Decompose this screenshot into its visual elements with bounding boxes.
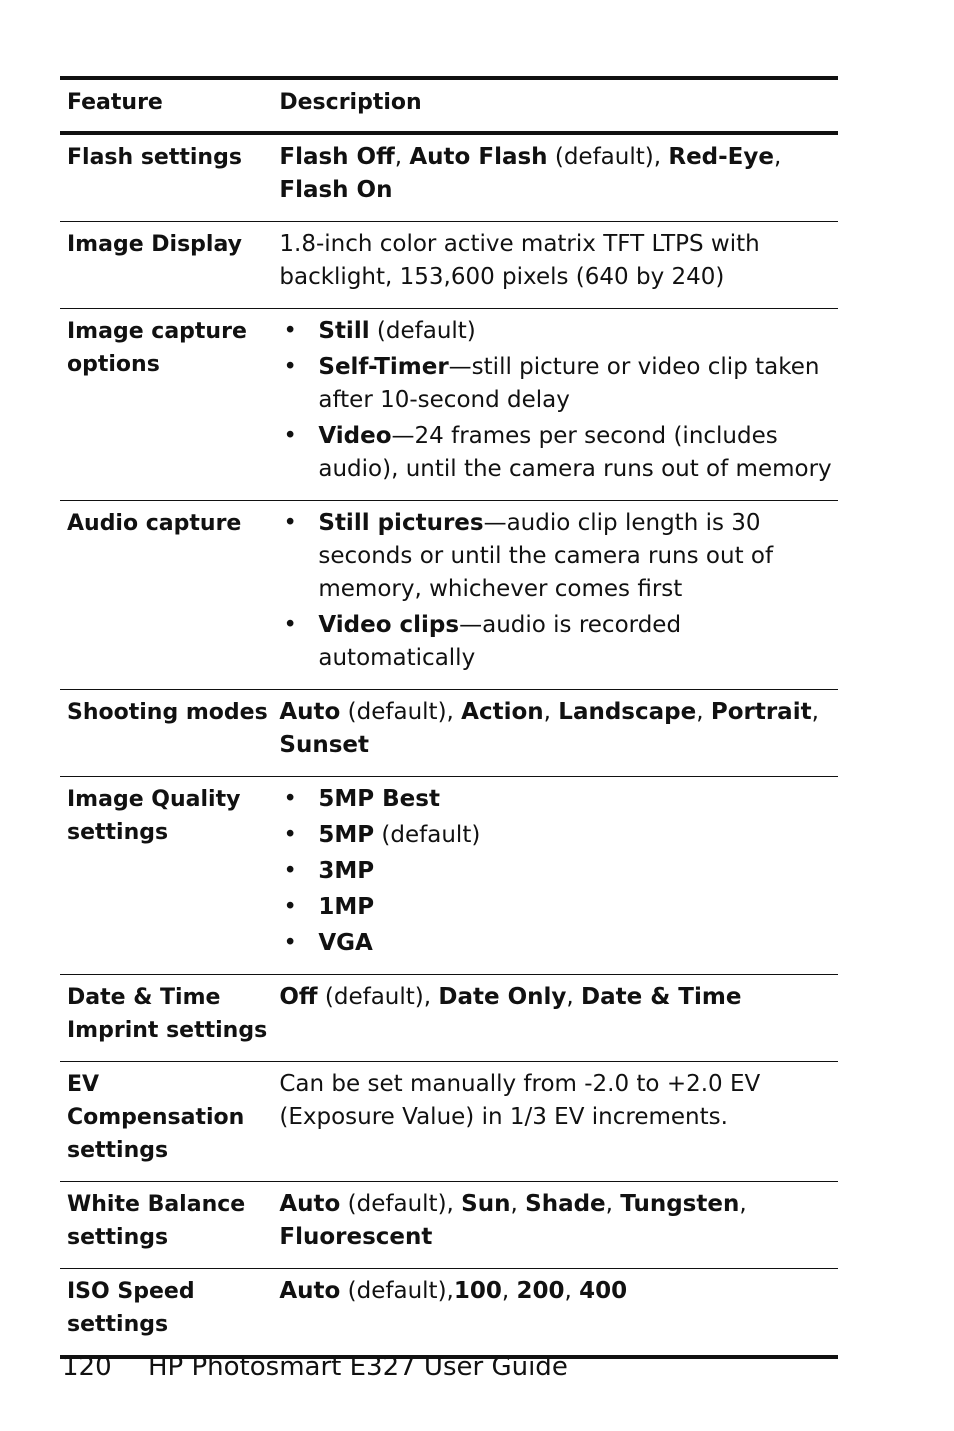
bold-term: Flash On <box>279 177 393 203</box>
text-segment: , <box>543 699 559 725</box>
bold-term: Date Only <box>438 984 567 1010</box>
bold-term: Still <box>318 318 370 344</box>
bold-term: Landscape <box>558 699 697 725</box>
table-row <box>60 222 838 309</box>
feature-cell: Image capture options <box>60 309 279 501</box>
bold-term: Self-Timer <box>318 354 449 380</box>
text-segment: , <box>739 1191 747 1217</box>
feature-cell: Shooting modes <box>60 690 279 777</box>
feature-cell: Image Quality settings <box>60 777 279 975</box>
text-segment: , <box>605 1191 621 1217</box>
description-cell <box>279 690 838 777</box>
bold-term: Video <box>318 423 392 449</box>
table-row <box>60 975 838 1062</box>
bold-term: 200 <box>516 1278 565 1304</box>
feature-cell: White Balance settings <box>60 1182 279 1269</box>
list-item <box>279 420 838 486</box>
bold-term: Flash Off <box>279 144 395 170</box>
text-segment: —still picture or video clip taken after 10-second delay <box>318 354 820 413</box>
header-feature: Feature <box>60 78 279 133</box>
table-header <box>60 78 838 133</box>
bullet-list <box>279 783 838 960</box>
bold-term: 5MP Best <box>318 786 440 812</box>
list-item <box>279 315 838 348</box>
bold-term: Auto <box>279 1191 341 1217</box>
text-segment: —audio is recorded automatically <box>318 612 682 671</box>
bold-term: Shade <box>525 1191 606 1217</box>
list-item <box>279 507 838 606</box>
feature-cell: Flash settings <box>60 133 279 222</box>
bold-term: 100 <box>453 1278 502 1304</box>
table-row <box>60 133 838 222</box>
table-row <box>60 1269 838 1358</box>
feature-cell: Image Display <box>60 222 279 309</box>
feature-cell: ISO Speed settings <box>67 1279 195 1337</box>
text-segment: (default) <box>369 318 476 344</box>
feature-cell: EV Compensation settings <box>60 1062 279 1182</box>
text-segment: , <box>394 144 410 170</box>
text-segment: , <box>773 144 782 170</box>
table-body <box>60 133 838 1357</box>
list-item <box>279 855 838 888</box>
bold-term: Sun <box>461 1191 511 1217</box>
feature-cell: Audio capture <box>60 501 279 690</box>
text-segment: , <box>566 984 582 1010</box>
spec-table <box>60 76 838 1359</box>
bold-term: Fluorescent <box>279 1224 433 1250</box>
description-text <box>279 696 838 762</box>
bold-term: Portrait <box>710 699 812 725</box>
bold-term: Off <box>279 984 318 1010</box>
page-footer <box>62 1352 568 1382</box>
bold-term: Red-Eye <box>668 144 774 170</box>
bold-term: Sunset <box>279 732 369 758</box>
bold-term: Auto <box>279 699 341 725</box>
list-item <box>279 609 838 675</box>
bold-term: Date & Time <box>581 984 742 1010</box>
header-description: Description <box>279 78 838 133</box>
bold-term: 400 <box>579 1278 628 1304</box>
description-text <box>279 228 838 294</box>
list-item <box>279 927 838 960</box>
text-segment: Can be set manually from -2.0 to +2.0 EV (Exposure Value) in 1/3 EV increments. <box>279 1071 761 1130</box>
text-segment: 1.8-inch color active matrix TFT LTPS with backlight, 153,600 pixels (640 by 240) <box>279 231 760 290</box>
description-cell <box>279 1182 838 1269</box>
table-row <box>60 309 838 501</box>
text-segment: (default), <box>340 1191 462 1217</box>
description-cell <box>279 1269 838 1358</box>
description-text <box>279 141 838 207</box>
bold-term: Auto Flash <box>409 144 548 170</box>
text-segment: (default), <box>340 1278 454 1304</box>
text-segment: (default), <box>340 699 462 725</box>
text-segment: (default) <box>374 822 481 848</box>
table-row <box>60 1062 838 1182</box>
text-segment: , <box>696 699 711 725</box>
guide-title: HP Photosmart E327 User Guide <box>148 1352 568 1382</box>
bullet-list <box>279 315 838 486</box>
bold-term: Tungsten <box>620 1191 740 1217</box>
table-row <box>60 777 838 975</box>
description-cell <box>279 133 838 222</box>
list-item <box>279 783 838 816</box>
description-cell <box>279 309 838 501</box>
list-item <box>279 819 838 852</box>
description-text <box>279 1275 838 1308</box>
text-segment: (default), <box>547 144 669 170</box>
description-text <box>279 1068 838 1134</box>
description-cell <box>279 975 838 1062</box>
list-item <box>279 891 838 924</box>
description-text <box>279 1188 838 1254</box>
description-cell <box>279 222 838 309</box>
text-segment: , <box>811 699 819 725</box>
header-row <box>60 78 838 133</box>
page-number: 120 <box>62 1352 112 1382</box>
bold-term: 3MP <box>318 858 375 884</box>
text-segment: , <box>501 1278 517 1304</box>
text-segment: (default), <box>317 984 439 1010</box>
list-item <box>279 351 838 417</box>
table-row <box>60 690 838 777</box>
description-text <box>279 981 838 1014</box>
bold-term: 1MP <box>318 894 375 920</box>
text-segment: , <box>564 1278 580 1304</box>
bullet-list <box>279 507 838 675</box>
description-cell <box>279 1062 838 1182</box>
text-segment: —24 frames per second (includes audio), until the camera runs out of memory <box>318 423 832 482</box>
feature-cell: Date & Time Imprint settings <box>60 975 279 1062</box>
text-segment: —audio clip length is 30 seconds or until the camera runs out of memory, whichever comes first <box>318 510 774 602</box>
text-segment: , <box>510 1191 526 1217</box>
bold-term: Action <box>461 699 544 725</box>
bold-term: 5MP <box>318 822 375 848</box>
bold-term: Still pictures <box>318 510 484 536</box>
description-cell <box>279 501 838 690</box>
bold-term: Video clips <box>318 612 460 638</box>
bold-term: VGA <box>318 930 373 956</box>
table-row <box>60 1182 838 1269</box>
bold-term: Auto <box>279 1278 341 1304</box>
table-row <box>60 501 838 690</box>
description-cell <box>279 777 838 975</box>
